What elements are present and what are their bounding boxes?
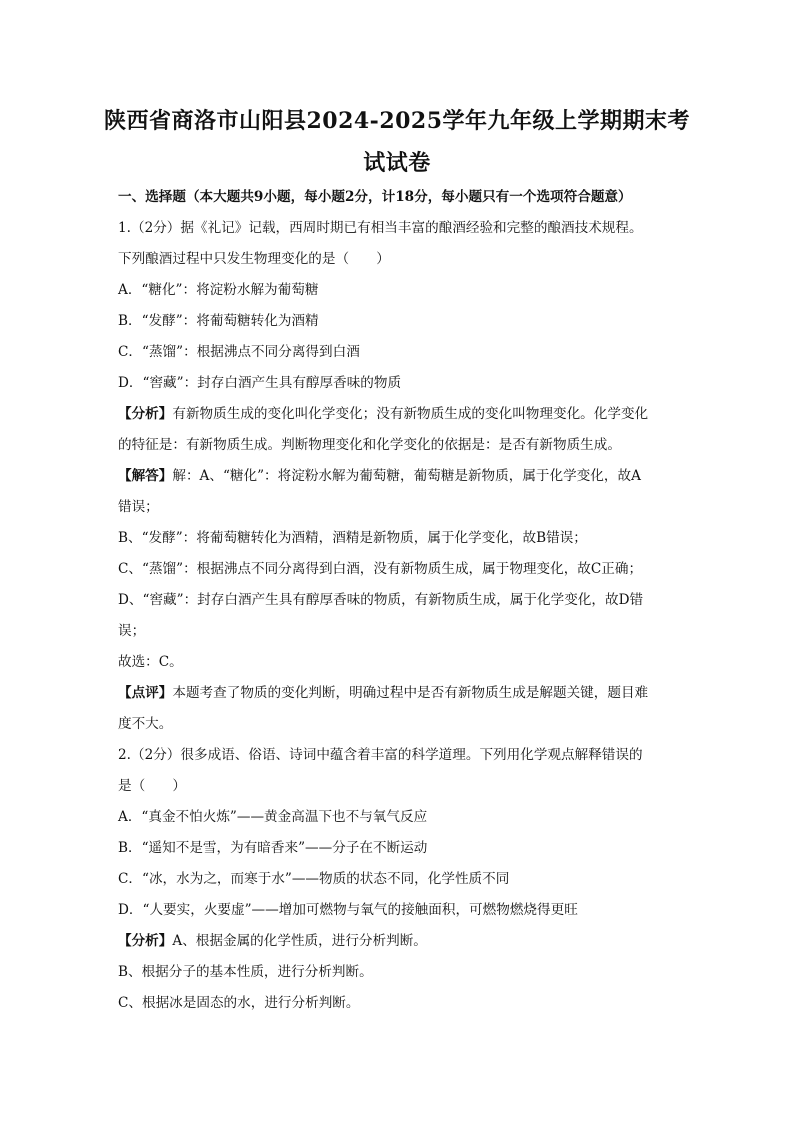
section-tag-text: 解：A、“糖化”：将淀粉水解为葡萄糖，葡萄糖是新物质，属于化学变化，故A (172, 468, 641, 484)
q1-analysis-cont: 的特征是：有新物质生成。判断物理变化和化学变化的依据是：是否有新物质生成。 (118, 437, 621, 453)
q1-answer-d-cont: 误； (118, 623, 146, 639)
question-2-stem: 2.（2分）很多成语、俗语、诗词中蕴含着丰富的科学道理。下列用化学观点解释错误的 (118, 747, 643, 763)
q1-answer-b: B、“发酵”：将葡萄糖转化为酒精，酒精是新物质，属于化学变化，故B错误； (118, 530, 587, 546)
q1-option-a: A．“糖化”：将淀粉水解为葡萄糖 (118, 282, 319, 298)
q2-option-c: C．“冰，水为之，而寒于水”——物质的状态不同，化学性质不同 (118, 871, 510, 887)
q1-comment (118, 684, 678, 702)
q2-option-a: A．“真金不怕火炼”——黄金高温下也不与氧气反应 (118, 809, 428, 825)
section-tag: 【点评】 (118, 685, 173, 701)
section-tag: 【解答】 (118, 468, 173, 484)
q1-answer (118, 467, 678, 485)
page-title-line2: 试试卷 (363, 150, 431, 176)
q2-analysis (118, 932, 678, 950)
section-tag-text: A、根据金属的化学性质，进行分析判断。 (172, 933, 427, 949)
section-tag: 【分析】 (118, 406, 173, 422)
q1-option-d: D．“窖藏”：封存白酒产生具有醇厚香味的物质 (118, 375, 402, 391)
q1-comment-cont: 度不大。 (118, 716, 173, 732)
q2-option-d: D．“人要实，火要虚”——增加可燃物与氧气的接触面积，可燃物燃烧得更旺 (118, 902, 578, 918)
page-title-line1: 陕西省商洛市山阳县2024-2025学年九年级上学期期末考 (103, 108, 691, 134)
q1-answer-c: C、“蒸馏”：根据沸点不同分离得到白酒，没有新物质生成，属于物理变化，故C正确； (118, 561, 643, 577)
q2-analysis-c: C、根据冰是固态的水，进行分析判断。 (118, 995, 360, 1011)
question-1-stem: 1.（2分）据《礼记》记载，西周时期已有相当丰富的酿酒经验和完整的酿酒技术规程。 (118, 220, 643, 236)
q1-option-b: B．“发酵”：将葡萄糖转化为酒精 (118, 313, 319, 329)
q1-answer-cont: 错误； (118, 499, 159, 515)
q2-option-b: B．“遥知不是雪，为有暗香来”——分子在不断运动 (118, 840, 428, 856)
q1-option-c: C．“蒸馏”：根据沸点不同分离得到白酒 (118, 344, 360, 360)
q1-answer-d: D、“窖藏”：封存白酒产生具有醇厚香味的物质，有新物质生成，属于化学变化，故D错 (118, 592, 644, 608)
q2-analysis-b: B、根据分子的基本性质，进行分析判断。 (118, 964, 373, 980)
section-tag-text: 有新物质生成的变化叫化学变化；没有新物质生成的变化叫物理变化。化学变化 (172, 406, 649, 422)
section-tag-text: 本题考查了物质的变化判断，明确过程中是否有新物质生成是解题关键，题目难 (172, 685, 649, 701)
q1-analysis (118, 405, 678, 423)
section-heading: 一、选择题（本大题共9小题，每小题2分，计18分，每小题只有一个选项符合题意） (118, 189, 632, 205)
question-2-stem-cont: 是（ ） (118, 778, 186, 794)
question-1-stem-cont: 下列酿酒过程中只发生物理变化的是（ ） (118, 251, 390, 267)
section-tag: 【分析】 (118, 933, 173, 949)
q1-choice: 故选：C。 (118, 654, 183, 670)
